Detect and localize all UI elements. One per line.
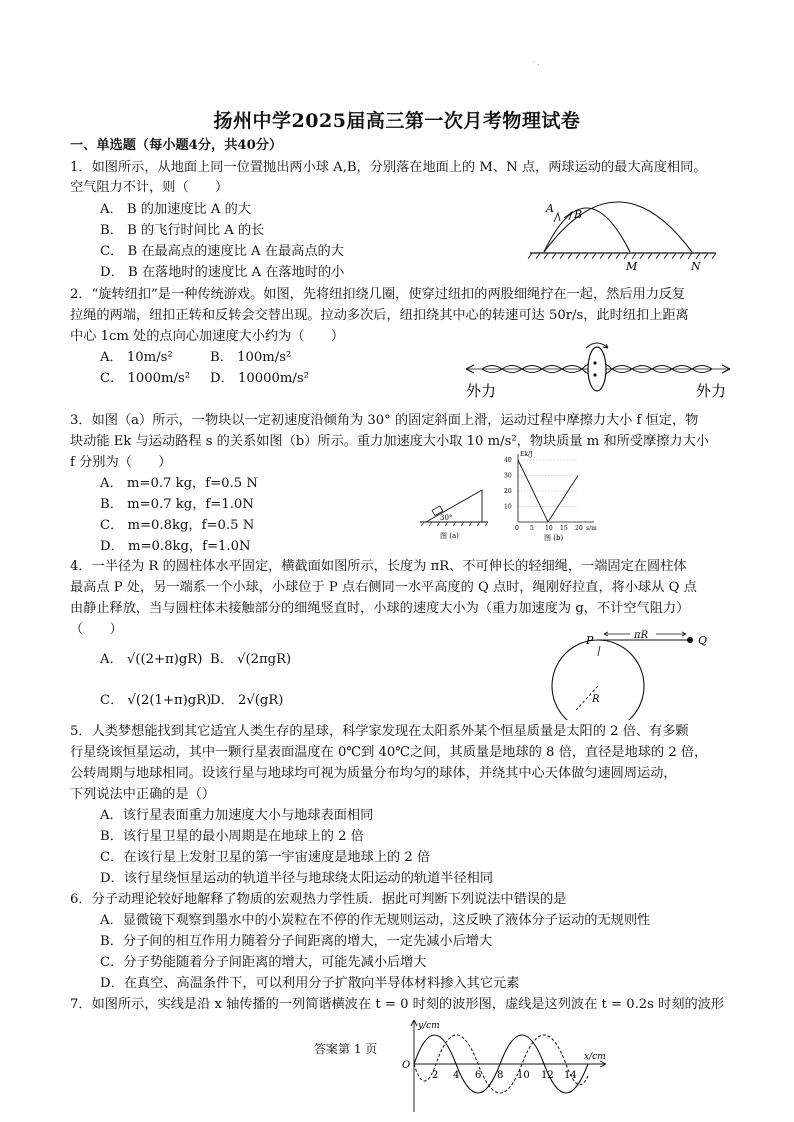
q4-label-q: Q <box>698 634 708 647</box>
q3-x-tick: 20 <box>575 525 583 532</box>
q5-stem-1: 5．人类梦想能找到其它适宜人类生存的星球，科学家发现在太阳系外某个恒星质量是太阳的 2 倍、有多颗 <box>70 724 689 739</box>
q2-stem-1: 2．“旋转纽扣”是一种传统游戏。如图，先将纽扣绕几圈，使穿过纽扣的两股细绳拧在一起，然后用力反复 <box>70 287 686 302</box>
q2-option-c: C． 1000m/s² <box>100 371 191 386</box>
q2-button-figure <box>462 336 734 402</box>
q7-origin: O <box>402 1060 411 1071</box>
q3-option-a: A． m=0.7 kg，f=0.5 N <box>100 476 258 491</box>
q3-energy-chart <box>500 450 600 546</box>
q3-stem-2: 块动能 Ek 与运动路程 s 的关系如图（b）所示。重力加速度大小取 10 m/s²，物块质量 m 和所受摩擦力大小 <box>70 434 709 449</box>
q3-x-tick: 5 <box>530 525 534 532</box>
page-title: 扬州中学2025届高三第一次月考物理试卷 <box>213 110 581 132</box>
q1-option-d: D． B 在落地时的速度比 A 在落地时的小 <box>100 265 345 280</box>
q4-option-b: B． √(2πgR) <box>210 652 292 667</box>
q3-caption-a: 图 (a) <box>440 532 459 540</box>
q7-wave-figure <box>394 1016 614 1116</box>
q6-stem: 6．分子动理论较好地解释了物质的宏观热力学性质．据此可判断下列说法中错误的是 <box>70 892 567 907</box>
q6-option-b: B．分子间的相互作用力随着分子间距离的增大，一定先减小后增大 <box>100 934 493 949</box>
q5-option-b: B．该行星卫星的最小周期是在地球上的 2 倍 <box>100 829 364 844</box>
page-footer: 答案第 1 页 <box>314 1042 378 1056</box>
q4-label-r: R <box>592 694 600 705</box>
q7-tick-8: 8 <box>497 1070 504 1081</box>
q2-label-left-force: 外力 <box>466 382 497 400</box>
q4-stem-3: 由静止释放，当与圆柱体未接触部分的细绳竖直时，小球的速度大小为（重力加速度为 g，不计空气阻力） <box>70 601 690 616</box>
q2-option-b: B． 100m/s² <box>210 350 292 365</box>
q5-option-d: D．该行星绕恒星运动的轨道半径与地球绕太阳运动的轨道半径相同 <box>100 871 494 886</box>
q3-stem-1: 3．如图（a）所示，一物块以一定初速度沿倾角为 30° 的固定斜面上滑，运动过程中摩擦力大小 f 恒定，物 <box>70 413 699 428</box>
q5-stem-3: 公转周期与地球相同。设该行星与地球均可视为质量分布均匀的球体，并绕其中心天体做匀速圆周运动， <box>70 766 677 781</box>
q2-label-right-force: 外力 <box>696 382 727 400</box>
q4-stem-2: 最高点 P 处，另一端系一个小球，小球位于 P 点右侧同一水平高度的 Q 点时，绳刚好拉直，将小球从 Q 点 <box>70 580 697 595</box>
q6-option-d: D．在真空、高温条件下，可以利用分子扩散向半导体材料掺入其它元素 <box>100 976 520 991</box>
q3-y-tick: 30 <box>504 472 512 480</box>
section-heading: 一、单选题（每小题4分，共40分） <box>70 138 283 153</box>
q3-chart-xlabel: s/m <box>586 525 597 532</box>
q4-stem-4: （ ） <box>70 622 123 637</box>
q1-stem-1: 1．如图所示，从地面上同一位置抛出两小球 A,B，分别落在地面上的 M、N 点，两球运动的最大高度相同。 <box>70 160 707 175</box>
q5-option-c: C．在该行星上发射卫星的第一宇宙速度是地球上的 2 倍 <box>100 850 431 865</box>
q3-x-tick: 15 <box>560 525 568 532</box>
q1-label-n: N <box>691 260 701 273</box>
q4-option-d: D． 2√(gR) <box>210 693 284 708</box>
q4-option-c: C． √(2(1+π)gR) <box>100 693 212 708</box>
q6-option-a: A．显微镜下观察到墨水中的小炭粒在不停的作无规则运动，这反映了液体分子运动的无规则性 <box>100 913 651 928</box>
q3-stem-3: f 分别为（ ） <box>70 455 172 470</box>
q3-option-d: D． m=0.8kg，f=1.0N <box>100 539 251 554</box>
q7-tick-2: 2 <box>432 1070 439 1081</box>
q3-x-tick: 10 <box>545 525 553 532</box>
q3-caption-b: 图 (b) <box>544 534 564 542</box>
q1-trajectory-figure <box>526 192 722 276</box>
q4-cylinder-figure <box>540 630 720 720</box>
q3-y-tick: 20 <box>504 488 512 495</box>
q5-stem-4: 下列说法中正确的是（） <box>70 787 216 802</box>
q1-label-a: A <box>546 202 554 215</box>
q7-stem: 7．如图所示，实线是沿 x 轴传播的一列简谐横波在 t = 0 时刻的波形图，虚线是这列波在 t = 0.2s 时刻的波形 <box>70 997 725 1012</box>
q7-xlabel: x/cm <box>584 1052 606 1062</box>
q4-label-p: P <box>586 634 594 647</box>
q7-tick-14: 14 <box>564 1070 577 1081</box>
q4-option-a: A． √((2+π)gR) <box>100 652 203 667</box>
q3-option-c: C． m=0.8kg，f=0.5 N <box>100 518 255 533</box>
q3-y-tick: 40 <box>504 457 512 464</box>
q3-angle-label: 30° <box>440 514 453 522</box>
q2-stem-2: 拉绳的两端，纽扣正转和反转会交替出现。拉动多次后，纽扣绕其中心的转速可达 50r/s，此时纽扣上距离 <box>70 308 689 323</box>
q5-option-a: A．该行星表面重力加速度大小与地球表面相同 <box>100 808 374 823</box>
q1-stem-2: 空气阻力不计，则（ ） <box>70 180 229 195</box>
q1-label-b: B <box>574 208 583 221</box>
q6-option-c: C．分子势能随着分子间距离的增大，可能先减小后增大 <box>100 955 427 970</box>
q4-label-length: πR <box>634 630 649 641</box>
q1-option-b: B． B 的飞行时间比 A 的长 <box>100 223 265 238</box>
q3-y-tick: 10 <box>504 503 512 511</box>
q2-option-a: A． 10m/s² <box>100 350 173 365</box>
q7-ylabel: y/cm <box>418 1021 440 1031</box>
q1-option-c: C． B 在最高点的速度比 A 在最高点的大 <box>100 244 344 259</box>
q7-tick-4: 4 <box>453 1070 460 1081</box>
q2-stem-3: 中心 1cm 处的点向心加速度大小约为（ ） <box>70 329 345 344</box>
q1-option-a: A． B 的加速度比 A 的大 <box>100 202 252 217</box>
q5-stem-2: 行星绕该恒星运动，其中一颗行星表面温度在 0℃到 40℃之间，其质量是地球的 8 倍，直径是地球的 2 倍， <box>70 745 708 760</box>
q3-option-b: B． m=0.7 kg，f=1.0N <box>100 497 254 512</box>
q4-stem-1: 4．一半径为 R 的圆柱体水平固定，横截面如图所示，长度为 πR、不可伸长的轻细绳，一端固定在圆柱体 <box>70 559 687 574</box>
q7-tick-6: 6 <box>475 1070 482 1081</box>
q7-tick-12: 12 <box>541 1070 554 1081</box>
q3-chart-ylabel: Ek/J <box>520 451 533 458</box>
q3-incline-figure <box>418 480 492 542</box>
q7-tick-10: 10 <box>517 1070 530 1081</box>
q2-option-d: D． 10000m/s² <box>210 371 309 386</box>
q3-x-tick: 0 <box>515 525 519 532</box>
q1-label-m: M <box>626 260 638 273</box>
header-mark: · . <box>532 58 540 67</box>
